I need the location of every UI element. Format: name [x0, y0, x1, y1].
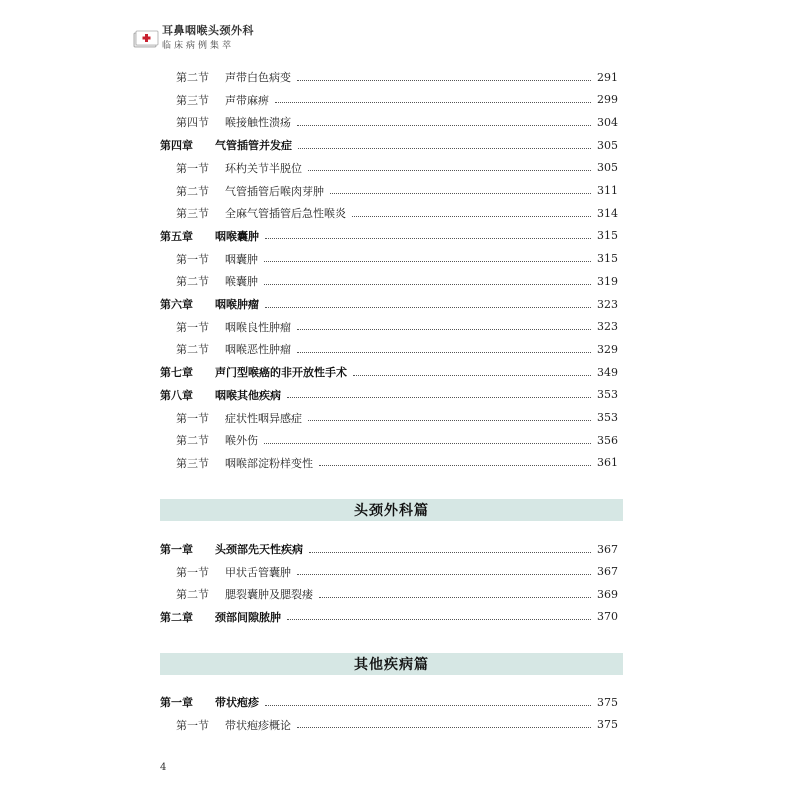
- toc-entry-page: 370: [597, 610, 618, 623]
- toc-leader-dots: [287, 619, 591, 620]
- toc-entry-title: 症状性咽异感症: [225, 411, 302, 425]
- toc-leader-dots: [297, 80, 591, 81]
- toc-entry-label: 第四章: [160, 139, 193, 153]
- toc-section-entry: [176, 585, 618, 603]
- part-title: 头颈外科篇: [354, 503, 429, 519]
- toc-chapter-entry: [160, 693, 618, 711]
- toc-entry-title: 颈部间隙脓肿: [215, 610, 281, 624]
- toc-leader-dots: [275, 102, 591, 103]
- toc-entry-label: 第一节: [176, 320, 209, 334]
- toc-entry-label: 第三节: [176, 207, 209, 221]
- toc-section-entry: [176, 91, 618, 109]
- toc-entry-label: 第四节: [176, 116, 209, 130]
- toc-leader-dots: [308, 170, 591, 171]
- toc-chapter-entry: [160, 136, 618, 154]
- toc-entry-label: 第二节: [176, 275, 209, 289]
- toc-leader-dots: [308, 420, 591, 421]
- toc-section-entry: [176, 340, 618, 358]
- toc-entry-label: 第三节: [176, 456, 209, 470]
- toc-section-entry: [176, 409, 618, 427]
- toc-entry-label: 第一节: [176, 565, 209, 579]
- toc-entry-page: 304: [597, 115, 618, 129]
- toc-entry-label: 第三节: [176, 93, 209, 107]
- toc-section-entry: [176, 204, 618, 222]
- toc-leader-dots: [309, 552, 591, 553]
- toc-entry-label: 第一节: [176, 161, 209, 175]
- toc-entry-page: 375: [597, 718, 618, 731]
- toc-entry-page: 369: [597, 587, 618, 601]
- toc-entry-title: 头颈部先天性疾病: [215, 543, 303, 556]
- toc-entry-label: 第八章: [160, 388, 193, 402]
- toc-entry-title: 喉外伤: [225, 434, 258, 448]
- toc-entry-page: 367: [597, 542, 618, 556]
- page-number: 4: [160, 762, 167, 773]
- toc-entry-title: 咽喉其他疾病: [215, 388, 281, 402]
- toc-leader-dots: [330, 193, 591, 194]
- toc-entry-label: 第一节: [176, 252, 209, 266]
- toc-entry-page: 361: [597, 456, 618, 470]
- toc-entry-page: 349: [597, 365, 618, 379]
- toc-entry-page: 291: [597, 70, 618, 84]
- toc-entry-title: 咽囊肿: [225, 252, 258, 266]
- toc-entry-page: 323: [597, 320, 618, 334]
- toc-leader-dots: [265, 307, 591, 308]
- part-title: 其他疾病篇: [354, 657, 429, 673]
- part-banner-head-neck: [160, 499, 623, 521]
- toc-entry-title: 甲状舌管囊肿: [225, 565, 291, 579]
- toc-chapter-entry: [160, 386, 618, 404]
- toc-entry-title: 带状疱疹: [215, 696, 259, 709]
- toc-section-entry: [176, 431, 618, 449]
- toc-entry-page: 367: [597, 565, 618, 578]
- toc-entry-page: 315: [597, 252, 618, 266]
- toc-leader-dots: [319, 597, 591, 598]
- toc-section-entry: [176, 113, 618, 131]
- toc-chapter-entry: [160, 363, 618, 381]
- toc-leader-dots: [298, 148, 591, 149]
- toc-leader-dots: [353, 375, 591, 376]
- toc-entry-label: 第二节: [176, 184, 209, 198]
- toc-entry-title: 喉接触性溃疡: [225, 116, 291, 130]
- toc-section-entry: [176, 250, 618, 268]
- header-subtitle: 临床病例集萃: [162, 41, 235, 51]
- toc-leader-dots: [264, 284, 591, 285]
- toc-chapter-entry: [160, 227, 618, 245]
- toc-chapter-entry: [160, 608, 618, 626]
- toc-entry-title: 声带麻痹: [225, 93, 269, 107]
- toc-section-entry: [176, 182, 618, 200]
- toc-section-entry: [176, 159, 618, 177]
- toc-entry-label: 第二章: [160, 610, 193, 624]
- toc-entry-title: 咽喉肿瘤: [215, 298, 259, 311]
- toc-section-entry: [176, 716, 618, 734]
- toc-chapter-entry: [160, 295, 618, 313]
- toc-entry-title: 全麻气管插管后急性喉炎: [225, 207, 346, 221]
- toc-entry-label: 第二节: [176, 343, 209, 357]
- toc-entry-title: 咽喉良性肿瘤: [225, 320, 291, 334]
- toc-entry-title: 腮裂囊肿及腮裂瘘: [225, 588, 313, 601]
- toc-entry-page: 323: [597, 297, 618, 311]
- toc-leader-dots: [265, 705, 591, 706]
- toc-leader-dots: [265, 238, 591, 239]
- toc-entry-page: 305: [597, 138, 618, 152]
- toc-entry-label: 第二节: [176, 434, 209, 448]
- toc-entry-page: 375: [597, 695, 618, 709]
- header-title: 耳鼻咽喉头颈外科: [162, 24, 254, 37]
- toc-leader-dots: [297, 125, 591, 126]
- toc-entry-title: 气管插管后喉肉芽肿: [225, 184, 324, 198]
- toc-entry-label: 第二节: [176, 588, 209, 601]
- toc-entry-page: 299: [597, 93, 618, 107]
- toc-leader-dots: [297, 727, 591, 728]
- toc-entry-page: 319: [597, 274, 618, 288]
- toc-entry-title: 咽喉恶性肿瘤: [225, 343, 291, 357]
- toc-leader-dots: [297, 574, 591, 575]
- toc-entry-label: 第七章: [160, 366, 193, 380]
- toc-entry-label: 第六章: [160, 298, 193, 311]
- toc-entry-label: 第一章: [160, 543, 193, 556]
- toc-entry-title: 气管插管并发症: [215, 139, 292, 153]
- toc-leader-dots: [287, 397, 591, 398]
- toc-entry-page: 315: [597, 229, 618, 243]
- toc-entry-title: 咽喉囊肿: [215, 229, 259, 243]
- toc-entry-title: 环杓关节半脱位: [225, 161, 302, 175]
- toc-leader-dots: [319, 465, 591, 466]
- toc-leader-dots: [264, 443, 591, 444]
- toc-chapter-entry: [160, 540, 618, 558]
- toc-entry-label: 第二节: [176, 71, 209, 84]
- toc-entry-title: 声门型喉癌的非开放性手术: [215, 366, 347, 380]
- toc-entry-page: 353: [597, 411, 618, 424]
- toc-leader-dots: [264, 261, 591, 262]
- toc-entry-label: 第一节: [176, 411, 209, 425]
- toc-entry-page: 356: [597, 433, 618, 447]
- toc-entry-page: 329: [597, 342, 618, 356]
- toc-entry-label: 第一章: [160, 696, 193, 709]
- toc-section-entry: [176, 563, 618, 581]
- toc-leader-dots: [352, 216, 591, 217]
- toc-entry-title: 声带白色病变: [225, 71, 291, 84]
- toc-entry-page: 305: [597, 161, 618, 175]
- toc-section-entry: [176, 272, 618, 290]
- toc-section-entry: [176, 68, 618, 86]
- toc-section-entry: [176, 454, 618, 472]
- toc-section-entry: [176, 318, 618, 336]
- toc-entry-title: 喉囊肿: [225, 275, 258, 289]
- toc-entry-page: 311: [597, 184, 618, 197]
- part-banner-other: [160, 653, 623, 675]
- toc-entry-title: 咽喉部淀粉样变性: [225, 456, 313, 470]
- toc-entry-title: 带状疱疹概论: [225, 718, 291, 732]
- toc-leader-dots: [297, 352, 591, 353]
- toc-entry-label: 第五章: [160, 229, 193, 243]
- toc-entry-page: 353: [597, 388, 618, 402]
- toc-entry-label: 第一节: [176, 718, 209, 732]
- toc-entry-page: 314: [597, 206, 618, 220]
- toc-leader-dots: [297, 329, 591, 330]
